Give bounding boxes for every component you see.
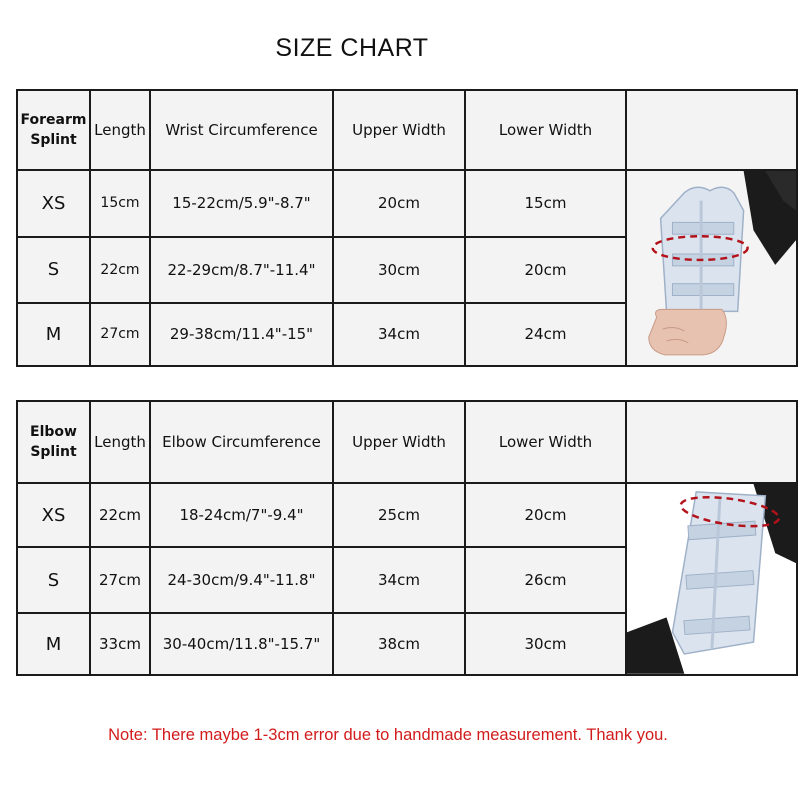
size-cell: M	[17, 303, 90, 366]
length-cell: 22cm	[90, 483, 150, 547]
lower-width-cell: 24cm	[465, 303, 626, 366]
size-cell: M	[17, 613, 90, 675]
size-cell: S	[17, 547, 90, 613]
circumference-cell: 15-22cm/5.9"-8.7"	[150, 170, 333, 237]
table-header-row	[17, 90, 797, 170]
elbow-size-table	[16, 400, 798, 676]
circumference-cell: 18-24cm/7"-9.4"	[150, 483, 333, 547]
upper-width-cell: 20cm	[333, 170, 465, 237]
circumference-cell: 24-30cm/9.4"-11.8"	[150, 547, 333, 613]
header-length: Length	[90, 401, 150, 483]
length-cell: 27cm	[90, 547, 150, 613]
length-cell: 15cm	[90, 170, 150, 237]
lower-width-cell: 15cm	[465, 170, 626, 237]
table-row	[17, 170, 797, 237]
lower-width-cell: 30cm	[465, 613, 626, 675]
forearm-size-table	[16, 89, 798, 367]
length-cell: 22cm	[90, 237, 150, 304]
lower-width-cell: 26cm	[465, 547, 626, 613]
circumference-cell: 30-40cm/11.8"-15.7"	[150, 613, 333, 675]
size-cell: XS	[17, 170, 90, 237]
forearm-splint-label: Forearm Splint	[17, 90, 90, 170]
table-header-row	[17, 401, 797, 483]
upper-width-cell: 34cm	[333, 303, 465, 366]
elbow-splint-label: Elbow Splint	[17, 401, 90, 483]
upper-width-cell: 30cm	[333, 237, 465, 304]
lower-width-cell: 20cm	[465, 483, 626, 547]
circumference-cell: 29-38cm/11.4"-15"	[150, 303, 333, 366]
header-blank	[626, 401, 797, 483]
lower-width-cell: 20cm	[465, 237, 626, 304]
size-cell: XS	[17, 483, 90, 547]
circumference-cell: 22-29cm/8.7"-11.4"	[150, 237, 333, 304]
upper-width-cell: 34cm	[333, 547, 465, 613]
header-elbow-circumference: Elbow Circumference	[150, 401, 333, 483]
table-row	[17, 483, 797, 547]
header-upper-width: Upper Width	[333, 90, 465, 170]
upper-width-cell: 38cm	[333, 613, 465, 675]
header-blank	[626, 90, 797, 170]
header-lower-width: Lower Width	[465, 401, 626, 483]
elbow-splint-photo-icon	[627, 484, 796, 674]
length-cell: 27cm	[90, 303, 150, 366]
measurement-note: Note: There maybe 1-3cm error due to handmade measurement. Thank you.	[108, 726, 668, 744]
elbow-splint-photo	[626, 483, 797, 675]
length-cell: 33cm	[90, 613, 150, 675]
upper-width-cell: 25cm	[333, 483, 465, 547]
size-cell: S	[17, 237, 90, 304]
forearm-splint-photo	[626, 170, 797, 366]
forearm-splint-photo-icon	[627, 171, 796, 365]
header-length: Length	[90, 90, 150, 170]
header-lower-width: Lower Width	[465, 90, 626, 170]
page-title: SIZE CHART	[275, 34, 429, 62]
header-wrist-circumference: Wrist Circumference	[150, 90, 333, 170]
header-upper-width: Upper Width	[333, 401, 465, 483]
